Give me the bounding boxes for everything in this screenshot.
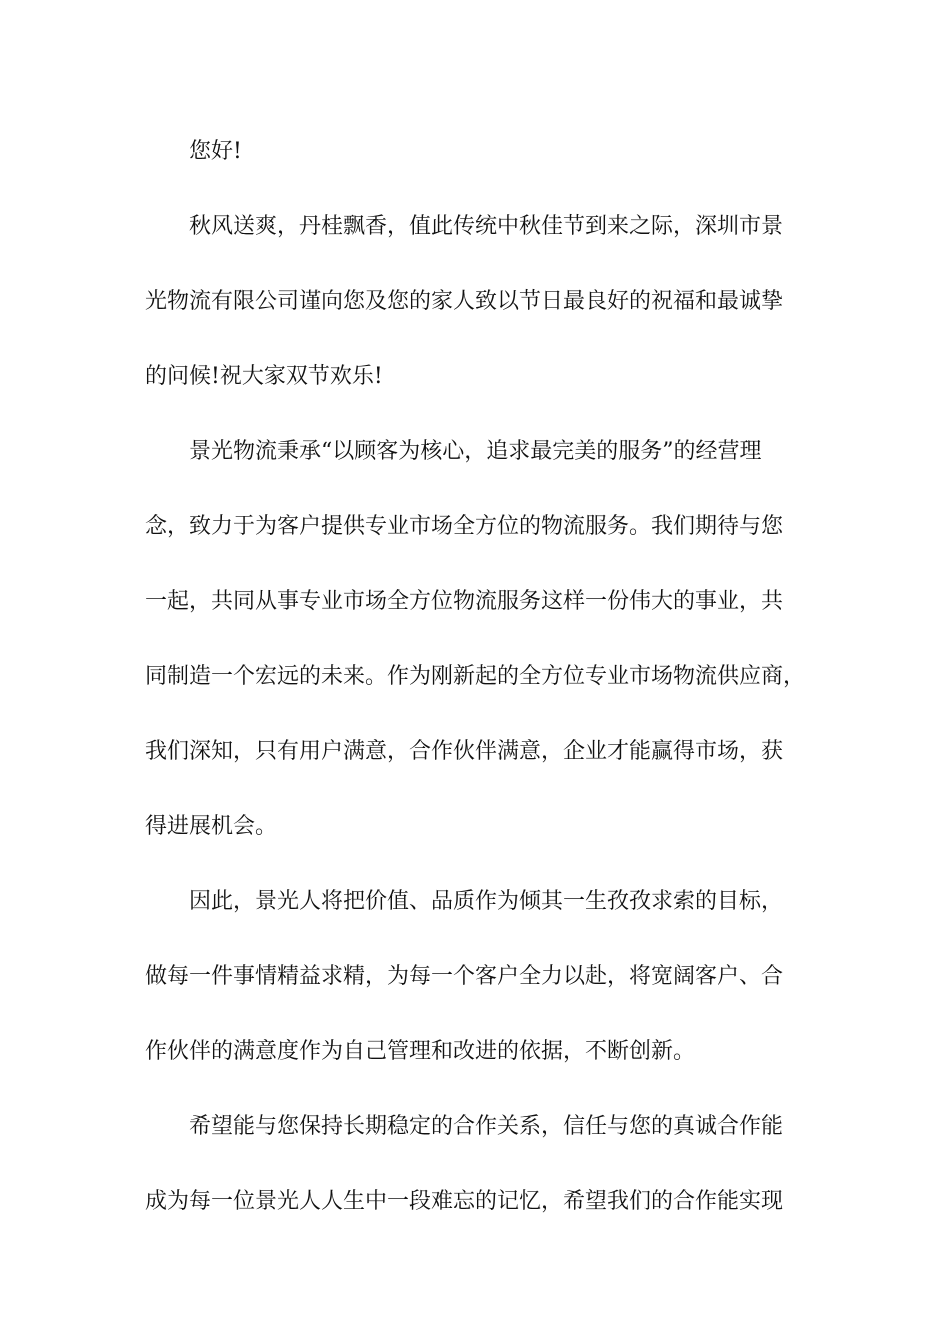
paragraph-line: 成为每一位景光人人生中一段难忘的记忆，希望我们的合作能实现 xyxy=(145,1189,784,1214)
paragraph-line: 同制造一个宏远的未来。作为刚新起的全方位专业市场物流供应商， xyxy=(145,664,806,689)
letter-body xyxy=(145,126,825,1251)
paragraph-1 xyxy=(145,201,825,426)
paragraph-line: 的问候!祝大家双节欢乐! xyxy=(145,364,383,389)
paragraph-4 xyxy=(145,1101,825,1251)
paragraph-2 xyxy=(145,426,825,876)
paragraph-line: 秋风送爽，丹桂飘香，值此传统中秋佳节到来之际，深圳市景 xyxy=(189,214,784,239)
paragraph-line: 希望能与您保持长期稳定的合作关系，信任与您的真诚合作能 xyxy=(189,1114,784,1139)
paragraph-line: 念，致力于为客户提供专业市场全方位的物流服务。我们期待与您 xyxy=(145,514,784,539)
paragraph-line: 因此，景光人将把价值、品质作为倾其一生孜孜求索的目标， xyxy=(189,889,784,914)
paragraph-line: 得进展机会。 xyxy=(145,814,278,839)
paragraph-line: 作伙伴的满意度作为自己管理和改进的依据，不断创新。 xyxy=(145,1039,696,1064)
paragraph-3 xyxy=(145,876,825,1101)
greeting-line: 您好! xyxy=(189,139,242,164)
paragraph-line: 我们深知，只有用户满意，合作伙伴满意，企业才能赢得市场，获 xyxy=(145,739,784,764)
paragraph-line: 一起，共同从事专业市场全方位物流服务这样一份伟大的事业，共 xyxy=(145,589,784,614)
paragraph-line: 景光物流秉承“以顾客为核心，追求最完美的服务”的经营理 xyxy=(189,439,762,464)
paragraph-line: 做每一件事情精益求精，为每一个客户全力以赴，将宽阔客户、合 xyxy=(145,964,784,989)
paragraph-line: 光物流有限公司谨向您及您的家人致以节日最良好的祝福和最诚挚 xyxy=(145,289,784,314)
